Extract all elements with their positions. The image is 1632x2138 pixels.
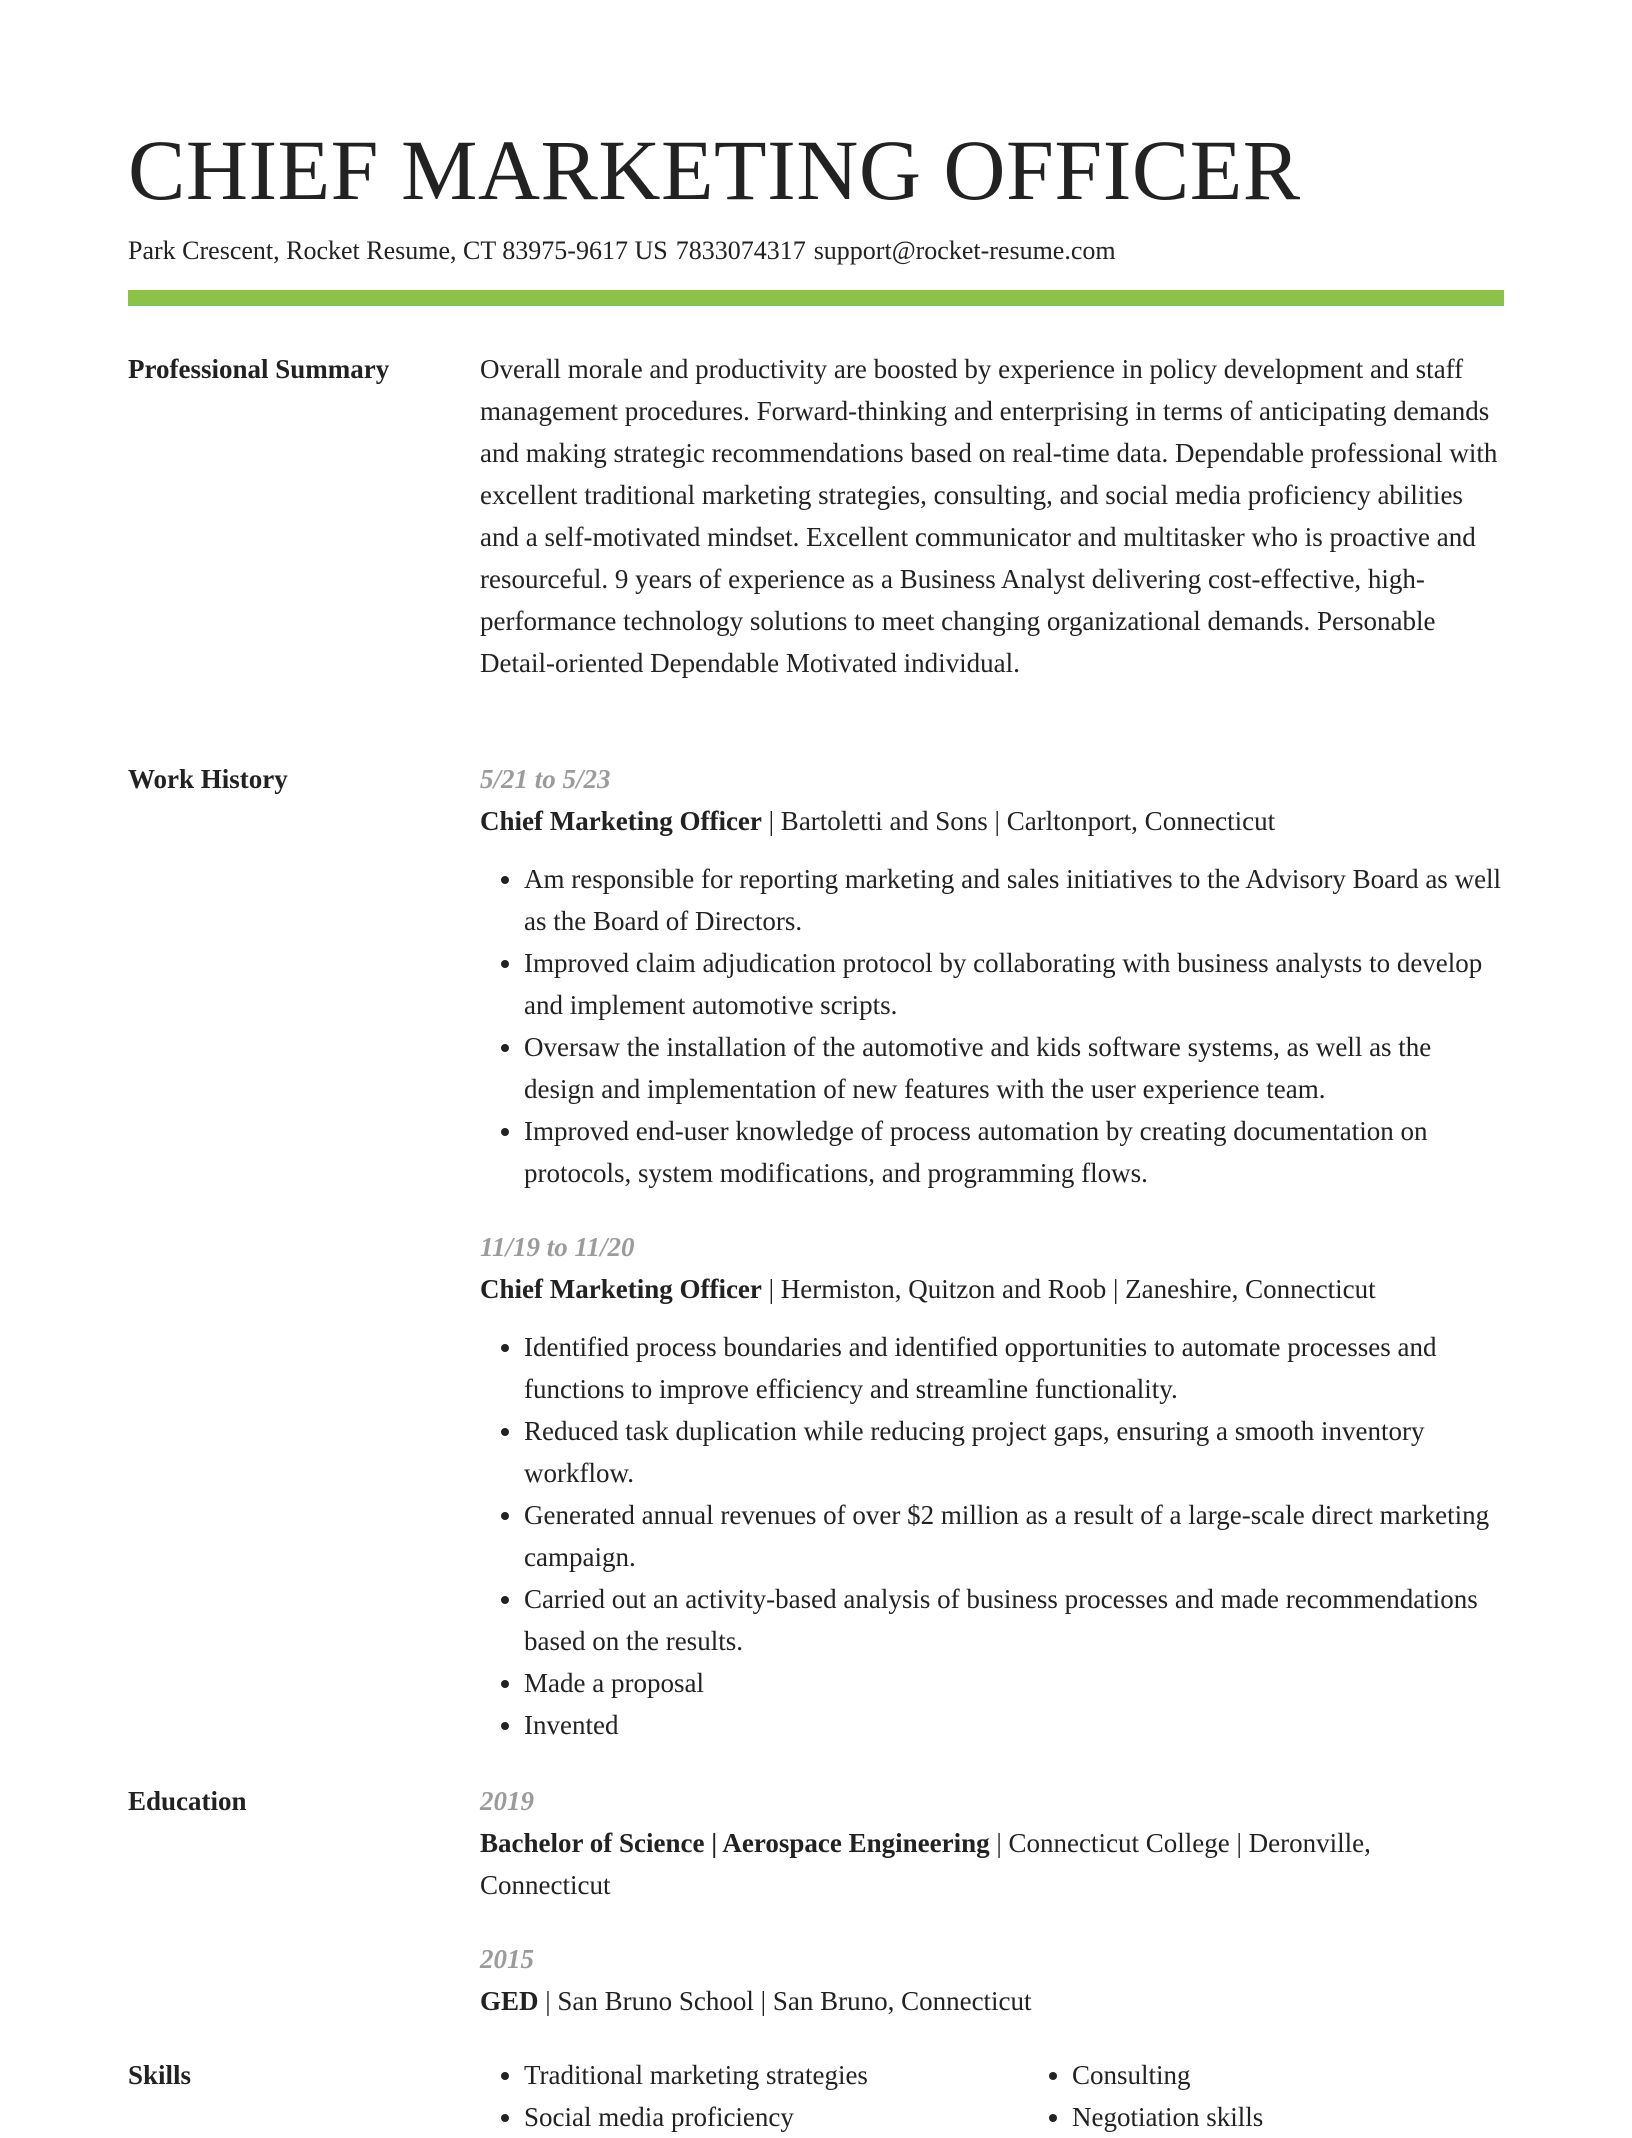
- job-bullet: • Oversaw the installation of the automotive and kids software systems, as well as the design and implementation of new features with the user experience team.: [524, 1026, 1504, 1110]
- education-degree: GED: [480, 1986, 539, 2016]
- job-bullet: • Am responsible for reporting marketing and sales initiatives to the Advisory Board as well as the Board of Directors.: [524, 858, 1504, 942]
- job-entry: [480, 758, 1504, 1194]
- contact-line: [128, 234, 1504, 268]
- job-bullet: • Invented: [524, 1704, 1504, 1746]
- summary-body: [480, 348, 1504, 684]
- job-bullet: • Made a proposal: [524, 1662, 1504, 1704]
- skills-body: [480, 2054, 1504, 2138]
- job-bullet: • Identified process boundaries and identified opportunities to automate processes and functions to improve efficiency and streamline functionality.: [524, 1326, 1504, 1410]
- candidate-title: CHIEF MARKETING OFFICER: [128, 122, 1301, 218]
- job-bullet: • Improved end-user knowledge of process automation by creating documentation on protocols, system modifications, and programming flows.: [524, 1110, 1504, 1194]
- summary-heading: Professional Summary: [128, 354, 390, 384]
- education-entry: [480, 1780, 1504, 1906]
- job-role-line: [480, 1268, 1504, 1310]
- job-details: | Bartoletti and Sons | Carltonport, Connecticut: [761, 806, 1276, 836]
- education-degree: Bachelor of Science | Aerospace Engineering: [480, 1828, 990, 1858]
- education-year: 2015: [480, 1944, 534, 1974]
- work-history-heading: Work History: [128, 764, 288, 794]
- job-role: Chief Marketing Officer: [480, 806, 762, 836]
- education-line: [480, 1822, 1504, 1906]
- job-bullet: • Reduced task duplication while reducing project gaps, ensuring a smooth inventory workflow.: [524, 1410, 1504, 1494]
- job-dates: 5/21 to 5/23: [480, 764, 611, 794]
- summary-text: Overall morale and productivity are boosted by experience in policy development and staff management procedures. Forward-thinking and enterprising in terms of anticipating demands and making strategic recommendations based on real-time data. Dependable professional with excellent traditional marketing strategies, consulting, and social media proficiency abilities and a self-motivated mindset. Excellent communicator and multitasker who is proactive and resourceful. 9 years of experience as a Business Analyst delivering cost-effective, high-performance technology solutions to meet changing organizational demands. Personable Detail-oriented Dependable Motivated individual.: [480, 354, 1498, 678]
- contact-address: Park Crescent, Rocket Resume, CT 83975-9617 US: [128, 236, 668, 265]
- job-bullets: [480, 858, 1504, 1194]
- education-details: | San Bruno School | San Bruno, Connecticut: [538, 1986, 1032, 2016]
- education-line: [480, 1980, 1504, 2022]
- work-history-body: [480, 758, 1504, 1778]
- skills-columns: [480, 2054, 1504, 2138]
- skill-item: • Traditional marketing strategies: [524, 2054, 984, 2096]
- job-role: Chief Marketing Officer: [480, 1274, 762, 1304]
- contact-email: support@rocket-resume.com: [813, 236, 1116, 265]
- job-bullet: • Carried out an activity-based analysis of business processes and made recommendations based on the results.: [524, 1578, 1504, 1662]
- job-bullet: • Generated annual revenues of over $2 million as a result of a large-scale direct marketing campaign.: [524, 1494, 1504, 1578]
- education-body: [480, 1780, 1504, 2054]
- skill-item: • Negotiation skills: [1072, 2096, 1592, 2138]
- skills-list-right: [1028, 2054, 1592, 2138]
- header-divider: [128, 290, 1504, 306]
- skills-list-left: [480, 2054, 984, 2138]
- education-year: 2019: [480, 1786, 534, 1816]
- resume-header: [128, 120, 1504, 306]
- job-role-line: [480, 800, 1504, 842]
- job-bullets: [480, 1326, 1504, 1746]
- skills-heading: Skills: [128, 2060, 192, 2090]
- contact-phone: 7833074317: [675, 236, 806, 265]
- job-dates: 11/19 to 11/20: [480, 1232, 635, 1262]
- skill-item: • Consulting: [1072, 2054, 1592, 2096]
- skill-item: • Social media proficiency: [524, 2096, 984, 2138]
- job-details: | Hermiston, Quitzon and Roob | Zaneshire, Connecticut: [761, 1274, 1376, 1304]
- education-entry: [480, 1938, 1504, 2022]
- job-entry: [480, 1226, 1504, 1746]
- education-heading: Education: [128, 1786, 247, 1816]
- education-details: | Connecticut College | Deronville, Connecticut: [480, 1828, 1371, 1900]
- job-bullet: • Improved claim adjudication protocol by collaborating with business analysts to develop and implement automotive scripts.: [524, 942, 1504, 1026]
